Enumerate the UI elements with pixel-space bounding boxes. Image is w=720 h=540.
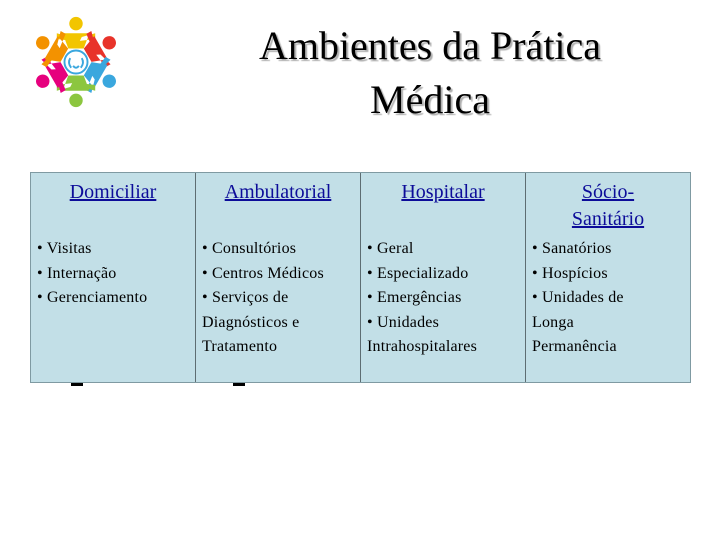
column-items-domiciliar <box>37 237 193 311</box>
list-item: Permanência <box>532 338 617 355</box>
list-item: Intrahospitalares <box>367 338 478 355</box>
list-item: Tratamento <box>202 338 278 355</box>
list-item: • Hospícios <box>532 264 608 282</box>
list-item: • Emergências <box>367 289 462 306</box>
column-items-ambulatorial <box>202 237 358 360</box>
page-title-line-1: Ambientes da Prática <box>258 23 602 68</box>
list-item: • Serviços de <box>202 289 289 306</box>
list-item: Diagnósticos e <box>202 313 300 331</box>
column-header-hospitalar: Hospitalar <box>401 181 485 203</box>
divider-mark <box>233 383 245 386</box>
page-title-line-2: Médica <box>370 77 490 122</box>
list-item: • Visitas <box>37 240 92 257</box>
column-header-line: Sanitário <box>571 208 645 230</box>
column-header-domiciliar: Domiciliar <box>69 181 157 203</box>
list-item: • Geral <box>367 240 414 257</box>
divider-mark <box>71 383 83 386</box>
column-items-socio-sanitario <box>532 237 688 360</box>
column-domiciliar <box>31 173 196 382</box>
column-items-hospitalar <box>367 237 523 360</box>
column-header-ambulatorial: Ambulatorial <box>224 181 332 203</box>
list-item: • Internação <box>37 264 117 282</box>
settings-table-panel <box>30 172 691 383</box>
list-item: • Unidades de <box>532 289 624 306</box>
column-header-socio-sanitario <box>526 179 690 233</box>
list-item: • Consultórios <box>202 240 297 257</box>
list-item: • Gerenciamento <box>37 289 148 306</box>
list-item: • Unidades <box>367 313 440 331</box>
column-hospitalar <box>361 173 526 382</box>
logo-icon <box>28 14 124 110</box>
list-item: Longa <box>532 313 574 331</box>
list-item: • Centros Médicos <box>202 264 324 282</box>
column-socio-sanitario <box>526 173 690 382</box>
column-ambulatorial <box>196 173 361 382</box>
list-item: • Especializado <box>367 264 469 282</box>
column-header-line: Sócio- <box>581 181 635 203</box>
list-item: • Sanatórios <box>532 240 612 257</box>
